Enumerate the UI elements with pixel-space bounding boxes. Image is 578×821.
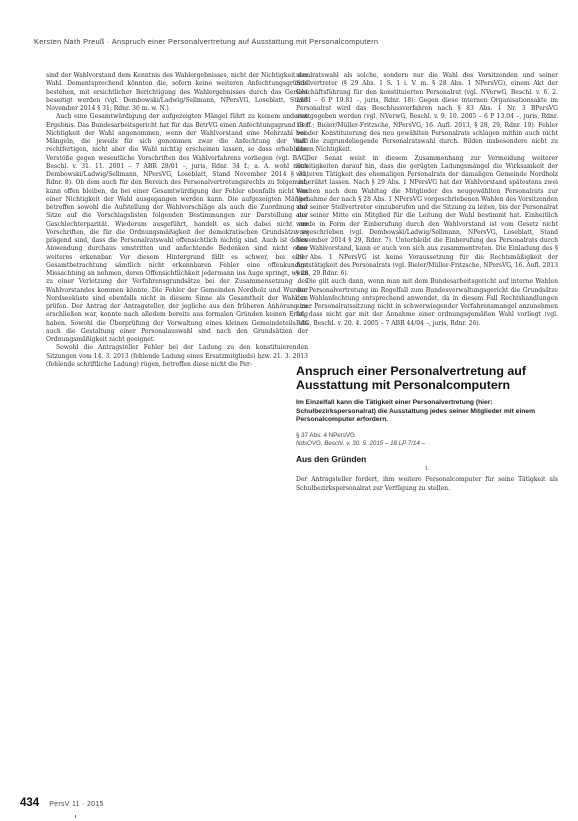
running-head: Kersten Nath Preuß · Anspruch einer Personalvertretung auf Ausstattung mit Personalcomputern [34,37,379,46]
section-number: I. [425,465,429,473]
body-paragraph: sonalratswahl als solche, sondern nur die Wahl des Vorsitzenden und seiner Stellvertreter (§ 29 Abs. 1 S. 1 i. V. m. § 28 Abs. 1 NPersVG), einem Akt der Geschäftsführung für den konstituierten Personalrat (vgl. NVerwG, Beschl. v. 6. 2. 1981 – 6 P 19.81 –, juris, Rdnr. 18). Gegen diese internen Organisationsakte im Personalrat wird das Beschlussverfahren nach § 83 Abs. 1 Nr. 3 BPersVG stattgegeben werden (vgl. NVerwG, Beschl. v. 9. 10. 2005 – 6 P 13.04 –, juris, Rdnr. 13 ff.; Bieler/Müller-Fritzsche, NPersVG, 16. Aufl. 2013, § 28, 29, Rdnr. 19). Fehler bei der Konstituierung des neu gewählten Personalrats schlagen mithin auch nicht auf die zugrundeliegende Personalratswahl durch. Bilden insbesondere nicht zu deren Nichtigkeit. [296,72,558,154]
article-title: Anspruch einer Personalvertretung auf Ausstattung mit Personalcomputern [296,363,526,393]
article-lead: Im Einzelfall kann die Tätigkeit einer Personalvertretung (hier: Schulbezirkspersonalrat) die Ausstattung jedes seiner Mitglieder mit einem Personalcomputer erfordern. [296,398,536,424]
journal-source: PersV 11 · 2015 [49,801,104,808]
crop-mark [75,815,79,818]
body-paragraph: sind der Wahlvorstand dem Kenntnis des Wahlergebnisses, nicht der Nichtigkeit der Wahl. Dementsprechend könnten die, sofern keine weiteren Anfechtungsgründe bestehen, mit ersichtlicher Berichtigung des Wahlergebnisses durch das Gericht beseitigt werden (vgl. Dembowski/Ladwig/Sellmann, NPersVG, Loseblatt, Stand November 2014 § 31, Rdnr. 36 m. w. N.). [46,72,308,112]
body-paragraph: Der Antragsteller fordert, ihm weitere Personalcomputer für seine Tätigkeit als Schulbezirkspersonalrat zur Verfügung zu stellen. [296,476,558,492]
law-reference: § 37 Abs. 4 NPersVG [296,431,355,439]
court-reference: NdsOVG, Beschl. v. 30. 5. 2015 – 18 LP 7/14 – [296,440,425,448]
body-paragraph: Die gilt auch dann, wenn man mit dem Bundesarbeitsgericht auf interne Wahlen der Personalvertretung im Regelfall zum Bundesverwaltungsgericht die Grundsätze der Wahlanfechtung entsprechend anwendet, da in diesem Fall Rechtshandlungen einer Personalratssitzung nicht in schwerwiegender Verfahrensmangel anzunehmen ist, dass nicht gar mit der Annahme einer ordnungsgemäßen Wahl vorliegt (vgl. BAG, Beschl. v. 20. 4. 2005 – 7 ABR 44/04 –, juris, Rdnr. 26). [296,278,558,327]
body-paragraph: Sowohl die Antragsteller Fehler bei der Ladung zu den konstituierenden Sitzungen vom 14. 3. 2013 (fehlende Ladung eines Ersatzmitglieds) bzw. 21. 3. 2013 (fehlende schriftliche Ladung) rügen, betreffen diese nicht die Per- [46,344,308,368]
right-column [296,72,558,493]
page-number: 434 [20,797,40,809]
body-paragraph: Der Senat weist in diesem Zusammenhang zur Vermeidung weiterer Streitigkeiten darauf hin, dass die gerügten Ladungsmängel die Wirksamkeit der weiteren Tätigkeit des ehemaligen Personalrats der damaligen Gemeinde Nordholz unberührt lassen. Nach § 29 Abs. 1 NPersVG hat der Wahlvorstand spätestens zwei Wochen nach dem Wahltag die Mitglieder des neugewählten Personalrats zur Vornahme der nach § 28 Abs. 1 NPersVG vorgeschriebenen Wahlen des Vorsitzenden und seiner Stellvertreter einzuberufen und die Sitzung zu leiten, bis der Personalrat aus seiner Mitte ein Mitglied für die Leitung der Wahl bestimmt hat. Einheitlich wurde in Form der Einberufung durch den Wahlvorstand ist vom Gesetz nicht vorgeschrieben (vgl. Dembowski/Ladwig/Sellmann, NPersVG, Loseblatt, Stand November 2014 § 29, Rdnr. 7). Unterbleibt die Einberufung des Personalrats durch den Wahlvorstand, kann er auch von sich aus zusammentreten. Die Einladung des § 29 Abs. 1 NPersVG ist keine Voraussetzung für die Rechtsmäßigkeit der Amtstätigkeit des Personalrats (vgl. Bieler/Müller-Fritzsche, NPersVG, 16. Aufl. 2013 § 28, 29 Rdnr. 6). [296,154,558,277]
left-column [46,72,308,369]
body-paragraph: Auch eine Gesamtwürdigung der aufgezeigten Mängel führt zu keinem anderen Ergebnis. Das Bundesarbeitsgericht hat für das BetrVG einen Anfechtungsgrund der Nichtigkeit der Wahl angenommen, wenn der Wahlvorstand eine Mehrzahl von Mängeln, die jeweils für sich genommen zwar die Anfechtung der Wahl rechtfertigen, nicht aber die Wahl nichtig erscheinen lassen, so dass erhebliche Verstöße gegen wesentliche Vorschriften des Wahlverfahrens vorliegen (vgl. BAG, Beschl. v. 31. 11. 2001 – 7 ABR 28/01 –, juris, Rdnr. 34 f.; a. A. wohl noch Dembowski/Ladwig/Sellmann, NPersVG, Loseblatt, Stand November 2014 § 31, Rdnr. 8). Ob dem auch für den Bereich des Personalvertretungsrechts zu folgen ist, kann offen bleiben, da bei einer Gesamtwürdigung der Fehler ebenfalls nicht von einer Nichtigkeit der Wahl ausgegangen werden kann. Die aufgezeigten Mängel betreffen sowohl die Aufstellung der Wahlvorschläge als auch die Zuordnung der Sitze auf die Vorschlagslisten folgenden Bestimmungen zur Darstellung der Geschlechterparität. Wiederum ausgeführt, handelt es sich dabei nicht um Vorschriften, die für die Ordnungsmäßigkeit der demokratischen Grundsätze so prägend sind, dass die Personalratswahl offensichtlich nichtig sind. Auch ist deren Anwendung durchaus umstritten und anfechtende Bedenken sind nicht ohne weiteres erkennbar. Vor diesem Hintergrund fällt es schwer, bei einer Gesamtbetrachtung sämtlich nicht erkennbaren Fehler eine offenkundige Missachtung an nehmen, deren Offensichtlichkeit jedermann ins Auge springt, wenn zu einer Verletzung der Verfahrensgrundsätze bei der Zusammensetzung des Wahlvorstandes kommen könnte. Die Fehler der Gemeinden Nordholz und Wurster Nordseeküste sind ebenfalls nicht in diesem Sinne als Gesamtheit der Wahl zu prüfen. Der Antrag der Antragsteller, der jegliche aus den früheren Anhörung zu erschließen war, konnte nach alledem bereits aus formalen Gründen keinen Erfolg haben. Sowohl die Überprüfung der Verwaltung eines kleinen Gemeindeteils als auch die Gestaltung einer Personalauswahl sind nach den Grundsätzen der Ordnungsmäßigkeit nicht geeignet. [46,113,308,343]
section-heading: Aus den Gründen [296,453,367,464]
page-footer [20,797,104,809]
